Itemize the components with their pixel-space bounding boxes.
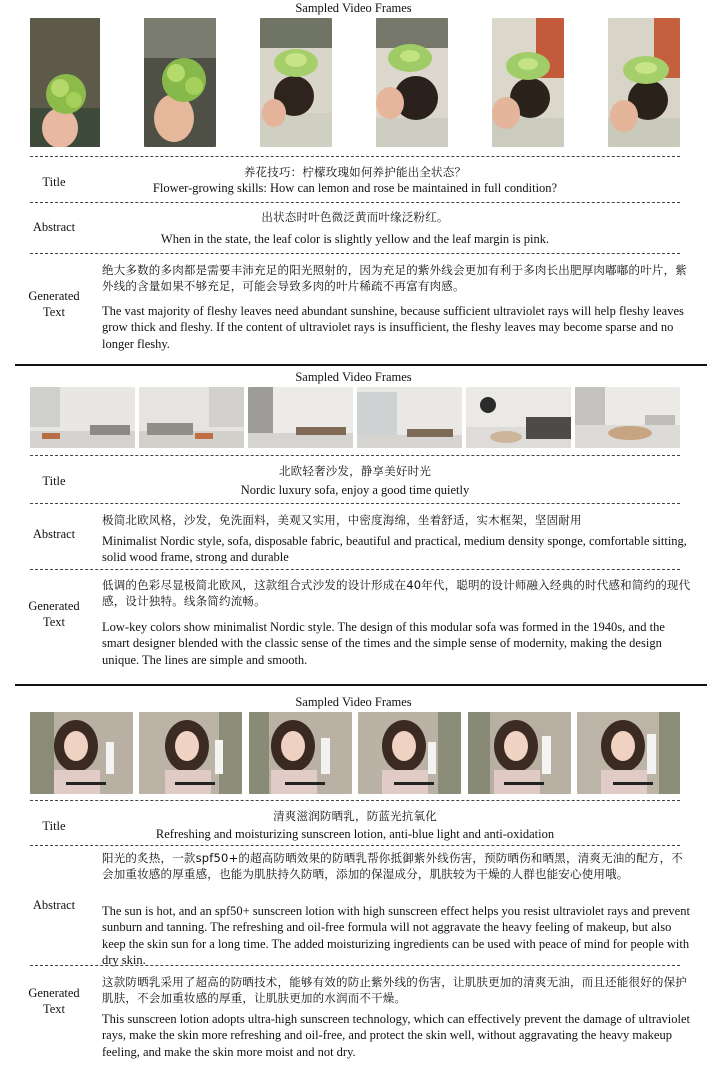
- divider: [30, 253, 680, 254]
- title-en: Flower-growing skills: How can lemon and rose be maintained in full condition?: [152, 181, 558, 195]
- title-label: Title: [42, 819, 66, 833]
- generated-zh: 这款防晒乳采用了超高的防晒技术，能够有效的防止紫外线的伤害，让肌肤更加的清爽无油，而且还能很好的保护肌肤，不会加重妆感的厚重，让肌肤更加的水润而不干燥。: [102, 975, 687, 1006]
- section-separator: [15, 364, 707, 366]
- presenter-icon: [577, 712, 680, 794]
- frame-strip: [30, 712, 680, 794]
- presenter-icon: [139, 712, 242, 794]
- presenter-icon: [468, 712, 571, 794]
- abstract-zh: 阳光的炙热，一款spf50+的超高防晒效果的防晒乳帮你抵御紫外线伤害，预防晒伤和晒黑，清爽无油的配方，不会加重妆感的厚重感，也能为肌肤持久防晒，添加的保湿成分，肌肤较为干燥的人群也能安心使用哦。: [102, 851, 684, 882]
- title-en: Refreshing and moisturizing sunscreen lotion, anti-blue light and anti-oxidation: [155, 827, 555, 841]
- generated-label-line2: Text: [42, 615, 66, 629]
- living-room-icon: [357, 387, 462, 448]
- video-frame-2: [139, 712, 242, 794]
- video-frame-3: [260, 18, 332, 147]
- section-separator: [15, 684, 707, 686]
- video-frame-6: [575, 387, 680, 448]
- divider: [30, 202, 680, 203]
- succulent-plant-icon: [608, 18, 680, 147]
- living-room-icon: [30, 387, 135, 448]
- video-frame-5: [466, 387, 571, 448]
- generated-en: Low-key colors show minimalist Nordic style. The design of this modular sofa was formed in the 1940s, and the smart designer blended with the classic sense of the times and the simple sense of modernity, making the design unique. The lines are simple and smooth.: [102, 620, 665, 667]
- generated-label: [14, 985, 94, 1017]
- video-frame-4: [357, 387, 462, 448]
- video-frame-6: [608, 18, 680, 147]
- frames-title: Sampled Video Frames: [295, 695, 412, 709]
- generated-label: [14, 598, 94, 630]
- living-room-icon: [248, 387, 353, 448]
- presenter-icon: [358, 712, 461, 794]
- frame-strip: [30, 18, 680, 147]
- divider: [30, 845, 680, 846]
- abstract-zh: 极简北欧风格，沙发，免洗面料，美观又实用，中密度海绵，坐着舒适，实木框架，坚固耐用: [102, 513, 582, 527]
- succulent-plant-icon: [30, 18, 100, 147]
- title-zh: 养花技巧：柠檬玫瑰如何养护能出全状态？: [243, 165, 467, 179]
- video-frame-4: [376, 18, 448, 147]
- abstract-en: The sun is hot, and an spf50+ sunscreen lotion with high sunscreen effect helps you resist ultraviolet rays and prevent sunburn and tanning. The refreshing and oil-free formula will not aggravate the heavy feeling of makeup, but also keep the skin sun for a long time. The added moisturizing ingredients can be used with peace of mind for people with dry skin.: [102, 904, 690, 967]
- generated-en: This sunscreen lotion adopts ultra-high sunscreen technology, which can effectively prevent the damage of ultraviolet rays, make the skin more refreshing and oil-free, and protect the skin well, without aggravating the heavy makeup feeling, and make the skin more moist and not dry.: [102, 1012, 691, 1059]
- video-frame-1: [30, 387, 135, 448]
- video-frame-2: [144, 18, 216, 147]
- title-label: Title: [42, 474, 66, 488]
- presenter-icon: [249, 712, 352, 794]
- generated-zh: 绝大多数的多肉都是需要丰沛充足的阳光照射的，因为充足的紫外线会更加有利于多肉长出肥厚肉嘟嘟的叶片，紫外线的含量如果不够充足，可能会导致多肉的叶片稀疏不再富有肉感。: [102, 263, 687, 294]
- divider: [30, 965, 680, 966]
- abstract-label: Abstract: [32, 898, 76, 912]
- video-frame-3: [249, 712, 352, 794]
- video-frame-5: [492, 18, 564, 147]
- divider: [30, 800, 680, 801]
- succulent-plant-icon: [260, 18, 332, 147]
- divider: [30, 455, 680, 456]
- title-zh: 北欧轻奢沙发，静享美好时光: [278, 464, 432, 478]
- frames-title: Sampled Video Frames: [295, 1, 412, 15]
- living-room-icon: [575, 387, 680, 448]
- generated-en: The vast majority of fleshy leaves need abundant sunshine, because sufficient ultraviolet rays will help fleshy leaves grow thick and fleshy. If the content of ultraviolet rays is insufficient, the fleshy leaves may become sparse and no longer fleshy.: [102, 304, 684, 351]
- generated-label-line2: Text: [42, 305, 66, 319]
- video-frame-3: [248, 387, 353, 448]
- succulent-plant-icon: [492, 18, 564, 147]
- divider: [30, 503, 680, 504]
- abstract-en: When in the state, the leaf color is slightly yellow and the leaf margin is pink.: [160, 232, 550, 246]
- living-room-icon: [466, 387, 571, 448]
- generated-label-line1: Generated: [28, 599, 80, 613]
- video-frame-4: [358, 712, 461, 794]
- video-frame-5: [468, 712, 571, 794]
- succulent-plant-icon: [144, 18, 216, 147]
- divider: [30, 156, 680, 157]
- title-label: Title: [42, 175, 66, 189]
- abstract-label: Abstract: [32, 527, 76, 541]
- divider: [30, 569, 680, 570]
- abstract-zh: 出状态时叶色微泛黄而叶缘泛粉红。: [261, 210, 449, 224]
- generated-zh: 低调的色彩尽显极简北欧风，这款组合式沙发的设计形成在40年代，聪明的设计师融入经典的时代感和简约的现代感，设计独特。线条简约流畅。: [102, 578, 691, 609]
- video-frame-6: [577, 712, 680, 794]
- abstract-label: Abstract: [32, 220, 76, 234]
- video-frame-2: [139, 387, 244, 448]
- video-frame-1: [30, 18, 100, 147]
- frames-title: Sampled Video Frames: [295, 370, 412, 384]
- succulent-plant-icon: [376, 18, 448, 147]
- generated-label-line1: Generated: [28, 986, 80, 1000]
- frame-strip: [30, 387, 680, 448]
- presenter-icon: [30, 712, 133, 794]
- generated-label-line1: Generated: [28, 289, 80, 303]
- abstract-en: Minimalist Nordic style, sofa, disposable fabric, beautiful and practical, medium density sponge, comfortable sitting, solid wood frame, strong and durable: [102, 534, 687, 565]
- living-room-icon: [139, 387, 244, 448]
- title-en: Nordic luxury sofa, enjoy a good time quietly: [240, 483, 470, 497]
- generated-label-line2: Text: [42, 1002, 66, 1016]
- title-zh: 清爽滋润防晒乳，防蓝光抗氧化: [273, 809, 437, 823]
- video-frame-1: [30, 712, 133, 794]
- generated-label: [14, 288, 94, 320]
